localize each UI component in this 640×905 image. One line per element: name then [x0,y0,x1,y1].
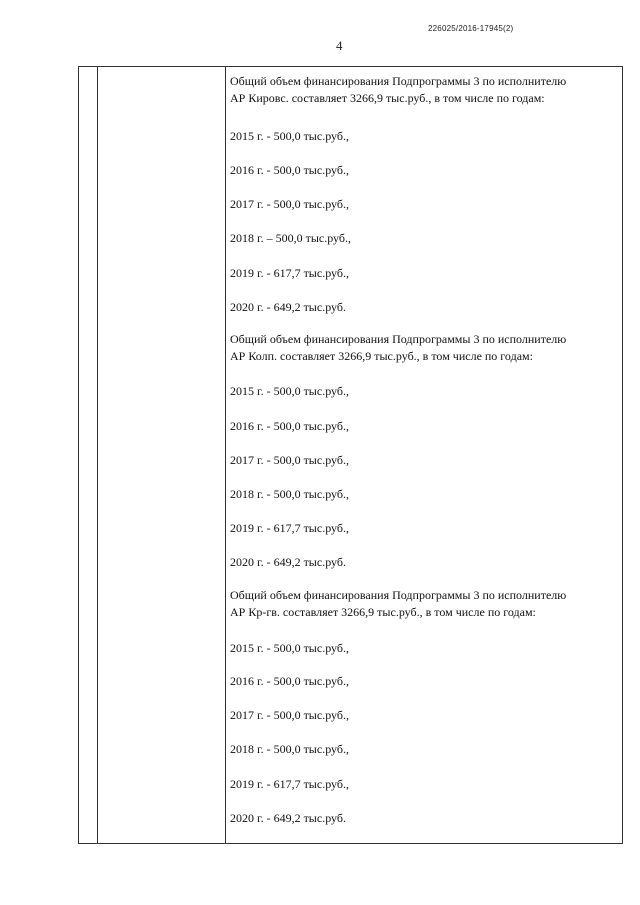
intro-line: АР Кр-гв. составляет 3266,9 тыс.руб., в том числе по годам: [230,605,536,619]
intro-line: АР Кировс. составляет 3266,9 тыс.руб., в том числе по годам: [230,91,545,105]
year-amount: 2018 г. – 500,0 тыс.руб., [230,231,351,245]
table-frame [78,66,623,844]
section-intro [230,73,618,107]
section-intro [230,587,618,621]
year-amount: 2019 г. - 617,7 тыс.руб., [230,777,349,791]
year-amount: 2016 г. - 500,0 тыс.руб., [230,419,349,433]
intro-line: Общий объем финансирования Подпрограммы 3 по исполнителю [230,332,567,346]
year-amount: 2015 г. - 500,0 тыс.руб., [230,129,349,143]
section-intro [230,331,618,365]
intro-line: Общий объем финансирования Подпрограммы 3 по исполнителю [230,588,567,602]
column-divider [225,67,226,843]
year-amount: 2020 г. - 649,2 тыс.руб. [230,300,346,314]
year-amount: 2017 г. - 500,0 тыс.руб., [230,453,349,467]
year-amount: 2016 г. - 500,0 тыс.руб., [230,163,349,177]
year-amount: 2019 г. - 617,7 тыс.руб., [230,266,349,280]
year-amount: 2015 г. - 500,0 тыс.руб., [230,641,349,655]
intro-line: Общий объем финансирования Подпрограммы 3 по исполнителю [230,74,567,88]
year-amount: 2018 г. - 500,0 тыс.руб., [230,487,349,501]
column-divider [97,67,98,843]
year-amount: 2017 г. - 500,0 тыс.руб., [230,708,349,722]
page-number: 4 [336,38,343,53]
year-amount: 2020 г. - 649,2 тыс.руб. [230,555,346,569]
year-amount: 2019 г. - 617,7 тыс.руб., [230,521,349,535]
year-amount: 2015 г. - 500,0 тыс.руб., [230,384,349,398]
intro-line: АР Колп. составляет 3266,9 тыс.руб., в том числе по годам: [230,349,533,363]
year-amount: 2016 г. - 500,0 тыс.руб., [230,674,349,688]
year-amount: 2017 г. - 500,0 тыс.руб., [230,197,349,211]
document-id: 226025/2016-17945(2) [428,24,514,33]
year-amount: 2018 г. - 500,0 тыс.руб., [230,742,349,756]
year-amount: 2020 г. - 649,2 тыс.руб. [230,811,346,825]
